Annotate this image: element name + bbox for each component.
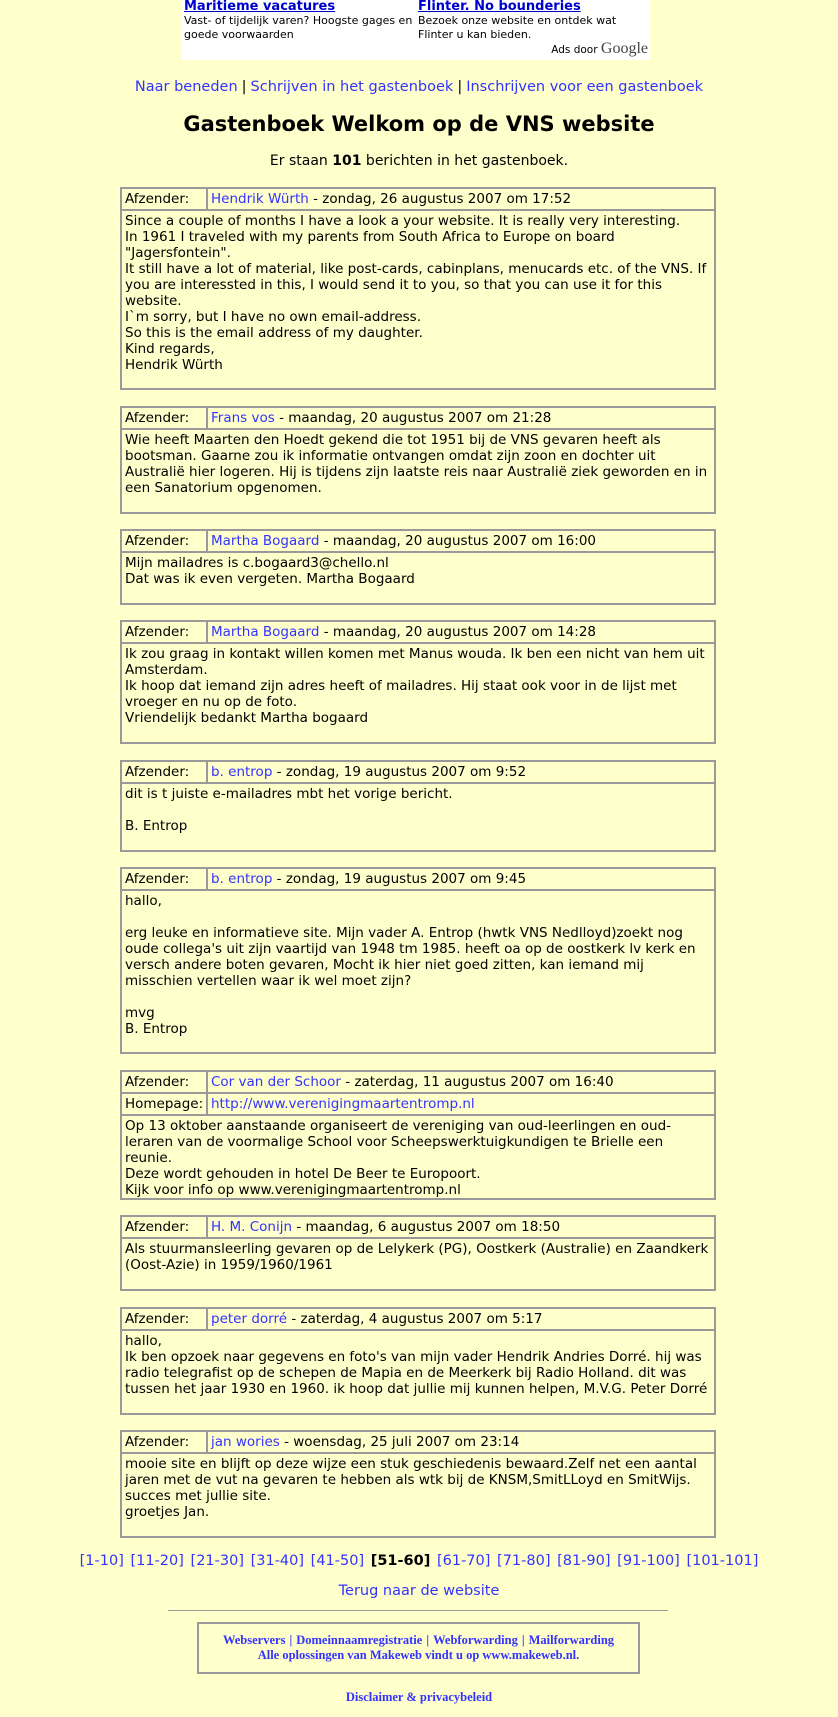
guestbook-entry bbox=[120, 867, 716, 1054]
footer-separator: | bbox=[289, 1633, 293, 1647]
page-title: Gastenboek Welkom op de VNS website bbox=[183, 112, 655, 136]
guestbook-entry bbox=[120, 760, 716, 852]
footer-separator: | bbox=[426, 1633, 430, 1647]
sender-row bbox=[122, 1432, 714, 1454]
footer-makeweb-line[interactable] bbox=[199, 1648, 638, 1663]
count-prefix: Er staan bbox=[269, 153, 333, 169]
divider bbox=[168, 1610, 668, 1611]
sender-label: Afzender: bbox=[122, 869, 208, 889]
page-link[interactable]: [81-90] bbox=[557, 1553, 611, 1569]
sender-label: Afzender: bbox=[122, 1309, 208, 1329]
sender-value bbox=[208, 762, 526, 782]
sender-row bbox=[122, 531, 714, 553]
entry-message: Mijn mailadres is c.bogaard3@chello.nl Dat was ik even vergeten. Martha Bogaard bbox=[125, 555, 415, 587]
sender-name-link[interactable]: Frans vos bbox=[211, 410, 275, 426]
entry-message: hallo, erg leuke en informatieve site. Mijn vader A. Entrop (hwtk VNS Nedlloyd)zoekt nog oude collega's uit zijn vaartijd van 1948 tm 1985. heeft oa op de oostkerk lv kerk en versch andere boten gevaren, Mocht ik hier niet goed zitten, kan iemand mij misschien vertellen waar ik wel moet zijn? mvg B. Entrop bbox=[125, 893, 696, 1037]
sender-row bbox=[122, 408, 714, 430]
sender-name-link[interactable]: jan wories bbox=[211, 1434, 280, 1450]
entry-message: Wie heeft Maarten den Hoedt gekend die tot 1951 bij de VNS gevaren heeft als bootsman. Gaarne zou ik informatie ontvangen omdat zijn zoon en dochter uit Australië hier logeren. Hij is tijdens zijn laatste reis naar Australië ziek geworden en in een Sanatorium opgenomen. bbox=[125, 432, 712, 496]
entry-message: Ik zou graag in kontakt willen komen met Manus wouda. Ik ben een nicht van hem uit Amsterdam. Ik hoop dat iemand zijn adres heeft of mailadres. Hij staat ook voor in de lijst met vroeger en nu op de foto. Vriendelijk bedankt Martha bogaard bbox=[125, 646, 705, 726]
page-link[interactable]: [91-100] bbox=[617, 1553, 680, 1569]
disclaimer-link[interactable]: Disclaimer & privacybeleid bbox=[345, 1690, 493, 1704]
google-ads-box bbox=[182, 0, 650, 60]
sender-name-link[interactable]: Cor van der Schoor bbox=[211, 1074, 341, 1090]
sender-value bbox=[208, 1309, 542, 1329]
entry-date: - maandag, 6 augustus 2007 om 18:50 bbox=[292, 1219, 561, 1235]
ad-item[interactable] bbox=[418, 0, 648, 42]
top-nav bbox=[0, 79, 838, 95]
entry-message: Since a couple of months I have a look a your website. It is really very interesting. In 1961 I traveled with my parents from South Africa to Europe on board "Jagersfontein". It still have a lot of material, like post-cards, cabinplans, menucards etc. of the VNS. If you are interessted in this, I would send it to you, so that you can use it for this website. I`m sorry, but I have no own email-address. So this is the email address of my daughter. Kind regards, Hendrik Würth bbox=[125, 213, 707, 373]
entry-date: - zondag, 19 augustus 2007 om 9:52 bbox=[272, 764, 527, 780]
entry-date: - zondag, 26 augustus 2007 om 17:52 bbox=[308, 191, 572, 207]
ad-title-link[interactable]: Flinter. No bounderies bbox=[418, 0, 581, 14]
sender-value bbox=[208, 1432, 519, 1452]
entry-date: - zaterdag, 11 augustus 2007 om 16:40 bbox=[340, 1074, 614, 1090]
footer-link-domain[interactable]: Domeinnaamregistratie bbox=[296, 1633, 423, 1647]
guestbook-entry bbox=[120, 620, 716, 744]
sender-label: Afzender: bbox=[122, 622, 208, 642]
current-page: [51-60] bbox=[370, 1553, 431, 1569]
page-link[interactable]: [31-40] bbox=[250, 1553, 305, 1569]
ad-text: Vast- of tijdelijk varen? Hoogste gages en goede voorwaarden bbox=[184, 14, 413, 41]
sender-label: Afzender: bbox=[122, 531, 208, 551]
sender-name-link[interactable]: Martha Bogaard bbox=[211, 624, 320, 640]
sender-label: Afzender: bbox=[122, 1217, 208, 1237]
sender-name-link[interactable]: b. entrop bbox=[211, 871, 273, 887]
count-number: 101 bbox=[332, 153, 362, 169]
entry-message: Op 13 oktober aanstaande organiseert de vereniging van oud-leerlingen en oud-leraren van de voormalige School voor Scheepswerktuigkundigen te Brielle een reunie. Deze wordt gehouden in hotel De Beer te Europoort. Kijk voor info op www.verenigingmaartentromp.nl bbox=[125, 1118, 672, 1198]
footer-separator: | bbox=[521, 1633, 525, 1647]
google-logo: Google bbox=[600, 40, 648, 57]
sender-value bbox=[208, 531, 596, 551]
entry-message: hallo, Ik ben opzoek naar gegevens en foto's van mijn vader Hendrik Andries Dorré. hij was radio telegrafist op de schepen de Mapia en de Meerkerk bij Radio Holland. dit was tussen het jaar 1930 en 1960. ik hoop dat jullie mij kunnen helpen, M.V.G. Peter Dorré bbox=[125, 1333, 708, 1397]
page-link[interactable]: [41-50] bbox=[310, 1553, 365, 1569]
makeweb-footer bbox=[197, 1622, 640, 1674]
entry-date: - maandag, 20 augustus 2007 om 21:28 bbox=[274, 410, 552, 426]
sender-value bbox=[208, 622, 596, 642]
sender-label: Afzender: bbox=[122, 1072, 208, 1092]
nav-separator: | bbox=[241, 79, 247, 95]
back-to-website bbox=[0, 1583, 838, 1599]
sender-label: Afzender: bbox=[122, 189, 208, 209]
page-link[interactable]: [1-10] bbox=[79, 1553, 124, 1569]
nav-write-link[interactable]: Schrijven in het gastenboek bbox=[250, 79, 454, 95]
page-link[interactable]: [61-70] bbox=[436, 1553, 491, 1569]
entry-date: - zondag, 19 augustus 2007 om 9:45 bbox=[272, 871, 527, 887]
ads-by-label: Ads door bbox=[551, 44, 598, 56]
back-to-website-link[interactable]: Terug naar de website bbox=[338, 1583, 500, 1599]
guestbook-entry bbox=[120, 1430, 716, 1538]
sender-row bbox=[122, 189, 714, 211]
guestbook-entry bbox=[120, 1070, 716, 1200]
sender-row bbox=[122, 869, 714, 891]
disclaimer bbox=[0, 1690, 838, 1705]
guestbook-entry bbox=[120, 1215, 716, 1291]
sender-value bbox=[208, 189, 571, 209]
nav-separator: | bbox=[457, 79, 463, 95]
footer-link-mailforwarding[interactable]: Mailforwarding bbox=[528, 1633, 615, 1647]
footer-link-webforwarding[interactable]: Webforwarding bbox=[433, 1633, 518, 1647]
entry-message: Als stuurmansleerling gevaren op de Lelykerk (PG), Oostkerk (Australie) en Zaandkerk (Oost-Azie) in 1959/1960/1961 bbox=[125, 1241, 713, 1273]
footer-links bbox=[199, 1633, 638, 1648]
sender-name-link[interactable]: b. entrop bbox=[211, 764, 273, 780]
sender-name-link[interactable]: Hendrik Würth bbox=[211, 191, 309, 207]
sender-label: Afzender: bbox=[122, 762, 208, 782]
entry-date: - woensdag, 25 juli 2007 om 23:14 bbox=[279, 1434, 520, 1450]
ad-title-link[interactable]: Maritieme vacatures bbox=[184, 0, 336, 14]
pagination bbox=[0, 1553, 838, 1569]
sender-value bbox=[208, 1072, 614, 1092]
guestbook-entry bbox=[120, 529, 716, 605]
sender-row bbox=[122, 1217, 714, 1239]
sender-name-link[interactable]: peter dorré bbox=[211, 1311, 288, 1327]
entry-date: - zaterdag, 4 augustus 2007 om 5:17 bbox=[287, 1311, 543, 1327]
sender-value bbox=[208, 1217, 560, 1237]
sender-name-link[interactable]: H. M. Conijn bbox=[211, 1219, 293, 1235]
ad-text: Bezoek onze website en ontdek wat Flinter u kan bieden. bbox=[418, 14, 617, 41]
sender-row bbox=[122, 1072, 714, 1094]
entry-message: mooie site en blijft op deze wijze een stuk geschiedenis bewaard.Zelf net een aantal jaren met de vut na gevaren te hebben als wtk bij de KNSM,SmitLLoyd en SmitWijs. succes met jullie site. groetjes Jan. bbox=[125, 1456, 697, 1520]
page-link[interactable]: [11-20] bbox=[130, 1553, 184, 1569]
footer-makeweb-text[interactable]: Alle oplossingen van Makeweb vindt u op www.makeweb.nl. bbox=[257, 1648, 580, 1662]
sender-value bbox=[208, 869, 526, 889]
entry-date: - maandag, 20 augustus 2007 om 16:00 bbox=[319, 533, 596, 549]
footer-link-webservers[interactable]: Webservers bbox=[222, 1633, 286, 1647]
page-link[interactable]: [71-80] bbox=[497, 1553, 551, 1569]
guestbook-entry bbox=[120, 406, 716, 514]
homepage-label: Homepage: bbox=[122, 1094, 208, 1114]
sender-label: Afzender: bbox=[122, 1432, 208, 1452]
message-count bbox=[0, 153, 838, 169]
sender-value bbox=[208, 408, 551, 428]
nav-down-link[interactable]: Naar beneden bbox=[134, 79, 238, 95]
sender-label: Afzender: bbox=[122, 408, 208, 428]
homepage-value bbox=[208, 1094, 475, 1114]
sender-row bbox=[122, 762, 714, 784]
count-suffix: berichten in het gastenboek. bbox=[361, 153, 569, 169]
page-link[interactable]: [21-30] bbox=[190, 1553, 244, 1569]
sender-row bbox=[122, 622, 714, 644]
ad-item[interactable] bbox=[184, 0, 414, 42]
page-link[interactable]: [101-101] bbox=[686, 1553, 759, 1569]
homepage-row bbox=[122, 1094, 714, 1116]
guestbook-entry bbox=[120, 1307, 716, 1415]
ads-by-google[interactable] bbox=[551, 40, 648, 58]
nav-subscribe-link[interactable]: Inschrijven voor een gastenboek bbox=[466, 79, 704, 95]
sender-row bbox=[122, 1309, 714, 1331]
sender-name-link[interactable]: Martha Bogaard bbox=[211, 533, 320, 549]
homepage-link[interactable]: http://www.verenigingmaartentromp.nl bbox=[211, 1096, 475, 1112]
entry-message: dit is t juiste e-mailadres mbt het vorige bericht. B. Entrop bbox=[125, 786, 453, 834]
guestbook-entry bbox=[120, 187, 716, 390]
entry-date: - maandag, 20 augustus 2007 om 14:28 bbox=[319, 624, 596, 640]
